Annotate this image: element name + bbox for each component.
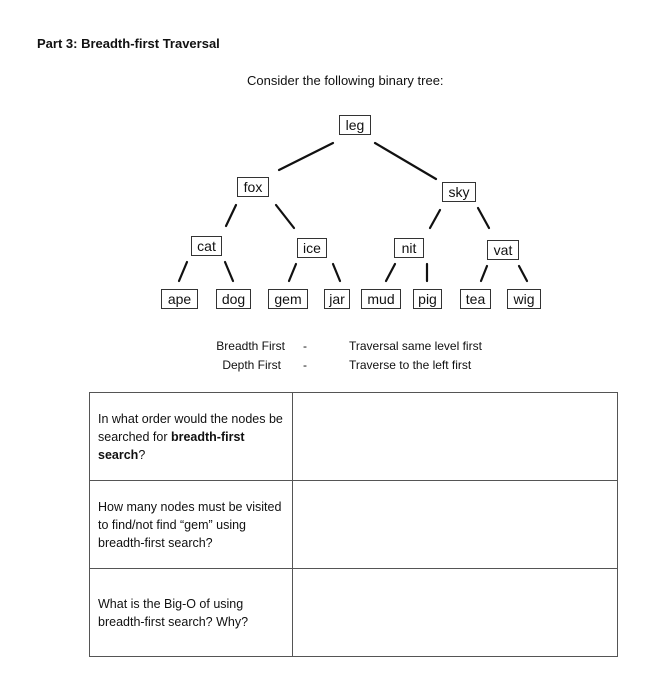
answer-field[interactable] xyxy=(293,397,617,477)
intro-text: Consider the following binary tree: xyxy=(247,73,444,88)
definition-meaning-breadth: Traversal same level first xyxy=(349,339,482,353)
tree-node-ape: ape xyxy=(161,289,198,309)
tree-node-gem: gem xyxy=(268,289,308,309)
edge-nit-mud xyxy=(386,264,395,281)
tree-node-jar: jar xyxy=(324,289,350,309)
tree-node-ice: ice xyxy=(297,238,327,258)
question-row xyxy=(90,481,618,569)
definition-meaning-depth: Traverse to the left first xyxy=(349,358,472,372)
tree-node-pig: pig xyxy=(413,289,442,309)
edge-cat-ape xyxy=(179,262,187,281)
question-cell xyxy=(90,569,293,657)
answer-field[interactable] xyxy=(293,573,617,653)
edge-ice-gem xyxy=(289,264,296,281)
tree-node-dog: dog xyxy=(216,289,251,309)
edge-vat-tea xyxy=(481,266,487,281)
tree-node-wig: wig xyxy=(507,289,541,309)
edge-ice-jar xyxy=(333,264,340,281)
edge-fox-ice xyxy=(276,205,294,228)
definition-term-breadth: Breadth First xyxy=(216,339,285,353)
question-row xyxy=(90,569,618,657)
question-text: How many nodes must be visited to find/not find “gem” using breadth-first search? xyxy=(98,499,282,550)
edge-leg-fox xyxy=(279,143,333,170)
edge-sky-vat xyxy=(478,208,489,228)
tree-node-vat: vat xyxy=(487,240,519,260)
edge-fox-cat xyxy=(226,205,236,226)
answer-field[interactable] xyxy=(293,485,617,565)
tree-node-mud: mud xyxy=(361,289,401,309)
answer-cell[interactable] xyxy=(293,569,618,657)
binary-tree-diagram xyxy=(0,0,671,330)
answer-cell[interactable] xyxy=(293,393,618,481)
definition-dash-depth: - xyxy=(303,358,307,372)
question-bold-text: breadth-first search xyxy=(98,429,245,462)
definition-term-depth: Depth First xyxy=(222,358,281,372)
tree-node-fox: fox xyxy=(237,177,269,197)
edge-vat-wig xyxy=(519,266,527,281)
question-table xyxy=(89,392,618,657)
question-text-end: ? xyxy=(138,447,146,462)
edge-sky-nit xyxy=(430,210,440,228)
question-cell xyxy=(90,393,293,481)
question-text: In what order would the nodes be searched for xyxy=(98,411,283,444)
answer-cell[interactable] xyxy=(293,481,618,569)
page-title: Part 3: Breadth-first Traversal xyxy=(37,36,220,51)
edge-leg-sky xyxy=(375,143,436,179)
edge-cat-dog xyxy=(225,262,233,281)
definition-dash-breadth: - xyxy=(303,339,307,353)
question-text: What is the Big-O of using breadth-first search? Why? xyxy=(98,596,249,629)
tree-node-sky: sky xyxy=(442,182,476,202)
question-cell xyxy=(90,481,293,569)
tree-node-cat: cat xyxy=(191,236,222,256)
tree-node-leg: leg xyxy=(339,115,371,135)
tree-node-tea: tea xyxy=(460,289,491,309)
tree-node-nit: nit xyxy=(394,238,424,258)
question-row xyxy=(90,393,618,481)
